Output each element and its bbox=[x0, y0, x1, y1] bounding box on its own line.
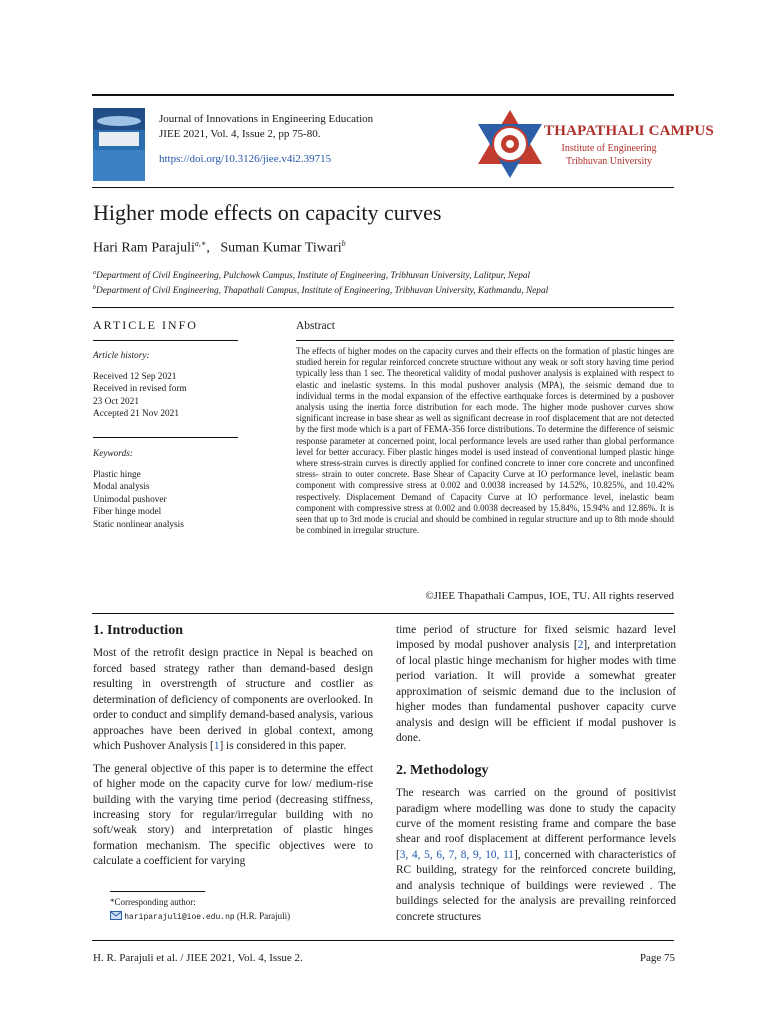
university-name: Tribhuvan University bbox=[565, 156, 653, 167]
history-line: Accepted 21 Nov 2021 bbox=[93, 409, 179, 420]
abstract-heading: Abstract bbox=[296, 320, 335, 332]
methodology-paragraph-1 bbox=[396, 786, 676, 925]
doi-link[interactable]: https://doi.org/10.3126/jiee.v4i2.39715 bbox=[159, 153, 332, 165]
copyright-notice: ©JIEE Thapathali Campus, IOE, TU. All rights reserved bbox=[425, 590, 674, 602]
affiliation-a-text: Department of Civil Engineering, Pulchowk Campus, Institute of Engineering, Tribhuvan University, Lalitpur, Nepal bbox=[96, 271, 531, 282]
citation-link[interactable]: 1 bbox=[213, 740, 220, 753]
keyword: Fiber hinge model bbox=[93, 507, 162, 518]
citation-links[interactable]: 3, 4, 5, 6, 7, 8, 9, 10, 11 bbox=[399, 848, 514, 861]
right-paragraph-1 bbox=[396, 623, 676, 747]
left-column bbox=[93, 623, 373, 877]
history-line: 23 Oct 2021 bbox=[93, 396, 139, 407]
author-email[interactable]: hariparajuli@ioe.edu.np bbox=[124, 913, 235, 922]
affiliation-a bbox=[93, 270, 530, 281]
keyword: Unimodal pushover bbox=[93, 494, 167, 505]
keyword: Modal analysis bbox=[93, 482, 150, 493]
campus-name: THAPATHALI CAMPUS bbox=[544, 123, 714, 139]
thapathali-campus-logo-icon bbox=[474, 108, 546, 180]
page-number: Page 75 bbox=[639, 952, 675, 964]
right-p1-text: time period of structure for fixed seismic hazard level imposed by modal pushover analysis [ bbox=[396, 624, 676, 652]
affiliation-b-sup: b bbox=[93, 285, 96, 291]
citation-link[interactable]: 2 bbox=[577, 639, 584, 652]
journal-name: Journal of Innovations in Engineering Education bbox=[159, 113, 374, 125]
article-info-heading: ARTICLE INFO bbox=[93, 318, 198, 332]
keyword: Plastic hinge bbox=[93, 470, 141, 480]
right-column bbox=[396, 623, 676, 932]
header-rule bbox=[92, 187, 674, 188]
intro-p1-text: Most of the retrofit design practice in Nepal is beached on forced based strategy rather than demand-based design resulting in overstrength of structure and costlier as determination of deficiency of components are overlooked. In order to conduct and simplify demand-based analysis, various approaches have been derived in global context, among which Pushover Analysis [ bbox=[93, 647, 373, 753]
author-2-sup: b bbox=[341, 239, 346, 248]
history-line: Received 12 Sep 2021 bbox=[93, 372, 177, 382]
journal-info bbox=[159, 112, 373, 141]
abstract-bottom-rule bbox=[92, 613, 674, 614]
affiliation-b-text: Department of Civil Engineering, Thapathali Campus, Institute of Engineering, Tribhuvan University, Kathmandu, Nepal bbox=[96, 286, 549, 297]
affiliation-rule bbox=[92, 307, 674, 308]
method-p1-text-end: ], concerned with characteristics of RC building, strategy for the reinforced concrete building, and analysis technique of buildings were reviewed . The buildings selected for the analysis are prevailing reinforced concrete structures bbox=[396, 848, 676, 923]
institute-name: Institute of Engineering bbox=[561, 143, 657, 154]
institute-info bbox=[560, 142, 658, 168]
abstract-rule bbox=[296, 340, 674, 341]
email-icon bbox=[110, 911, 122, 920]
method-p1-text: The research was carried on the ground of positivist paradigm where modelling was done to study the capacity curve of the moment resisting frame and compare the base shear and roof displacement at different performance levels [ bbox=[396, 787, 676, 861]
intro-p1-text-end: ] is considered in this paper. bbox=[219, 740, 347, 753]
introduction-heading: 1. Introduction bbox=[93, 623, 183, 638]
right-p1-text-end: ], and interpretation of local plastic hinge mechanism for higher modes with time period variation. It will provide a somewhat greater approximation of seismic demand due to the inclusion of higher modes than fundamental pushover capacity curve analysis and design will be efficient if modal pushover is done. bbox=[396, 639, 676, 745]
keywords-label: Keywords: bbox=[93, 449, 133, 459]
author-name: (H.R. Parajuli) bbox=[236, 911, 291, 921]
footnote-rule bbox=[110, 891, 205, 892]
keywords-rule bbox=[93, 437, 238, 438]
history-label: Article history: bbox=[93, 351, 150, 361]
footnote-label: *Corresponding author: bbox=[110, 897, 196, 907]
article-info-rule bbox=[93, 340, 238, 341]
article-history bbox=[93, 371, 187, 421]
paper-title: Higher mode effects on capacity curves bbox=[93, 200, 442, 225]
methodology-heading: 2. Methodology bbox=[396, 762, 489, 778]
footer-rule bbox=[92, 940, 674, 941]
keyword: Static nonlinear analysis bbox=[93, 519, 184, 530]
footnote bbox=[110, 895, 290, 925]
footnote-contact bbox=[110, 909, 290, 925]
affiliation-b bbox=[93, 285, 548, 296]
page-footer bbox=[93, 952, 675, 964]
author-separator: , bbox=[206, 240, 221, 256]
journal-citation: JIEE 2021, Vol. 4, Issue 2, pp 75-80. bbox=[159, 127, 321, 140]
keywords-list bbox=[93, 469, 184, 531]
author-1: Hari Ram Parajuli bbox=[93, 240, 195, 256]
author-list bbox=[93, 239, 346, 257]
author-1-sup: a,∗ bbox=[194, 239, 207, 248]
top-rule bbox=[92, 94, 674, 96]
intro-paragraph-1 bbox=[93, 646, 373, 754]
journal-cover-image bbox=[93, 108, 145, 181]
affiliation-a-sup: a bbox=[93, 270, 96, 276]
author-2: Suman Kumar Tiwari bbox=[220, 240, 342, 256]
abstract-text: The effects of higher modes on the capacity curves and their effects on the formation of plastic hinges are studied herein for regular reinforced concrete structure without any weak or soft story having time period typically less than 1 sec. The theoretical validity of modal pushover analysis is explained with respect to elastic and inelastic systems. In this modal pushover analysis (MPA), the seismic demand due to individual terms in the modal expansion of the effective earthquake forces is determined by a pushover analysis using the inertia force distribution for each mode. The higher mode pushover curves show significant increase in base shear as well as significant decrease in roof displacement that are not detected by the first mode which is a part of FEMA-356 force distributions. To determine the difference of seismic response parameter at concerned point, local performance levels are used rather than global performance level for better accuracy. Fiber plastic hinges model is used instead of conventional lumped plastic hinge where stress-strain curves is directly applied for confined concrete to inner core concrete and unconfined stress- strain to outer concrete. Base Shear of Capacity Curve at IO performance level, inelastic beam component with compressive stress at 0.002 and 0.0038 increased by 14.52%, 10.825%, and 10.42% respectively. Displacement Demand of Capacity Curve at IO performance level, inelastic beam component with compressive stress at 0.002 and 0.0038 decreased by 15.84%, 15.94% and 12.86%. It is seen that up to 3rd mode is crucial and should be combined in regular structure and up to 8th mode should be combined in irregular structure. bbox=[296, 346, 674, 536]
intro-paragraph-2: The general objective of this paper is to determine the effect of higher mode on the capacity curve for low/ medium-rise building with the varying time period (decreasing stiffness, increasing story for regular/irregular building with no soft/weak story) and interpretation of plastic hinges formation mechanism. The specific objectives were to calculate a coefficient for varying bbox=[93, 762, 373, 868]
footer-citation: H. R. Parajuli et al. / JIEE 2021, Vol. 4, Issue 2. bbox=[93, 952, 303, 964]
history-line: Received in revised form bbox=[93, 384, 187, 395]
